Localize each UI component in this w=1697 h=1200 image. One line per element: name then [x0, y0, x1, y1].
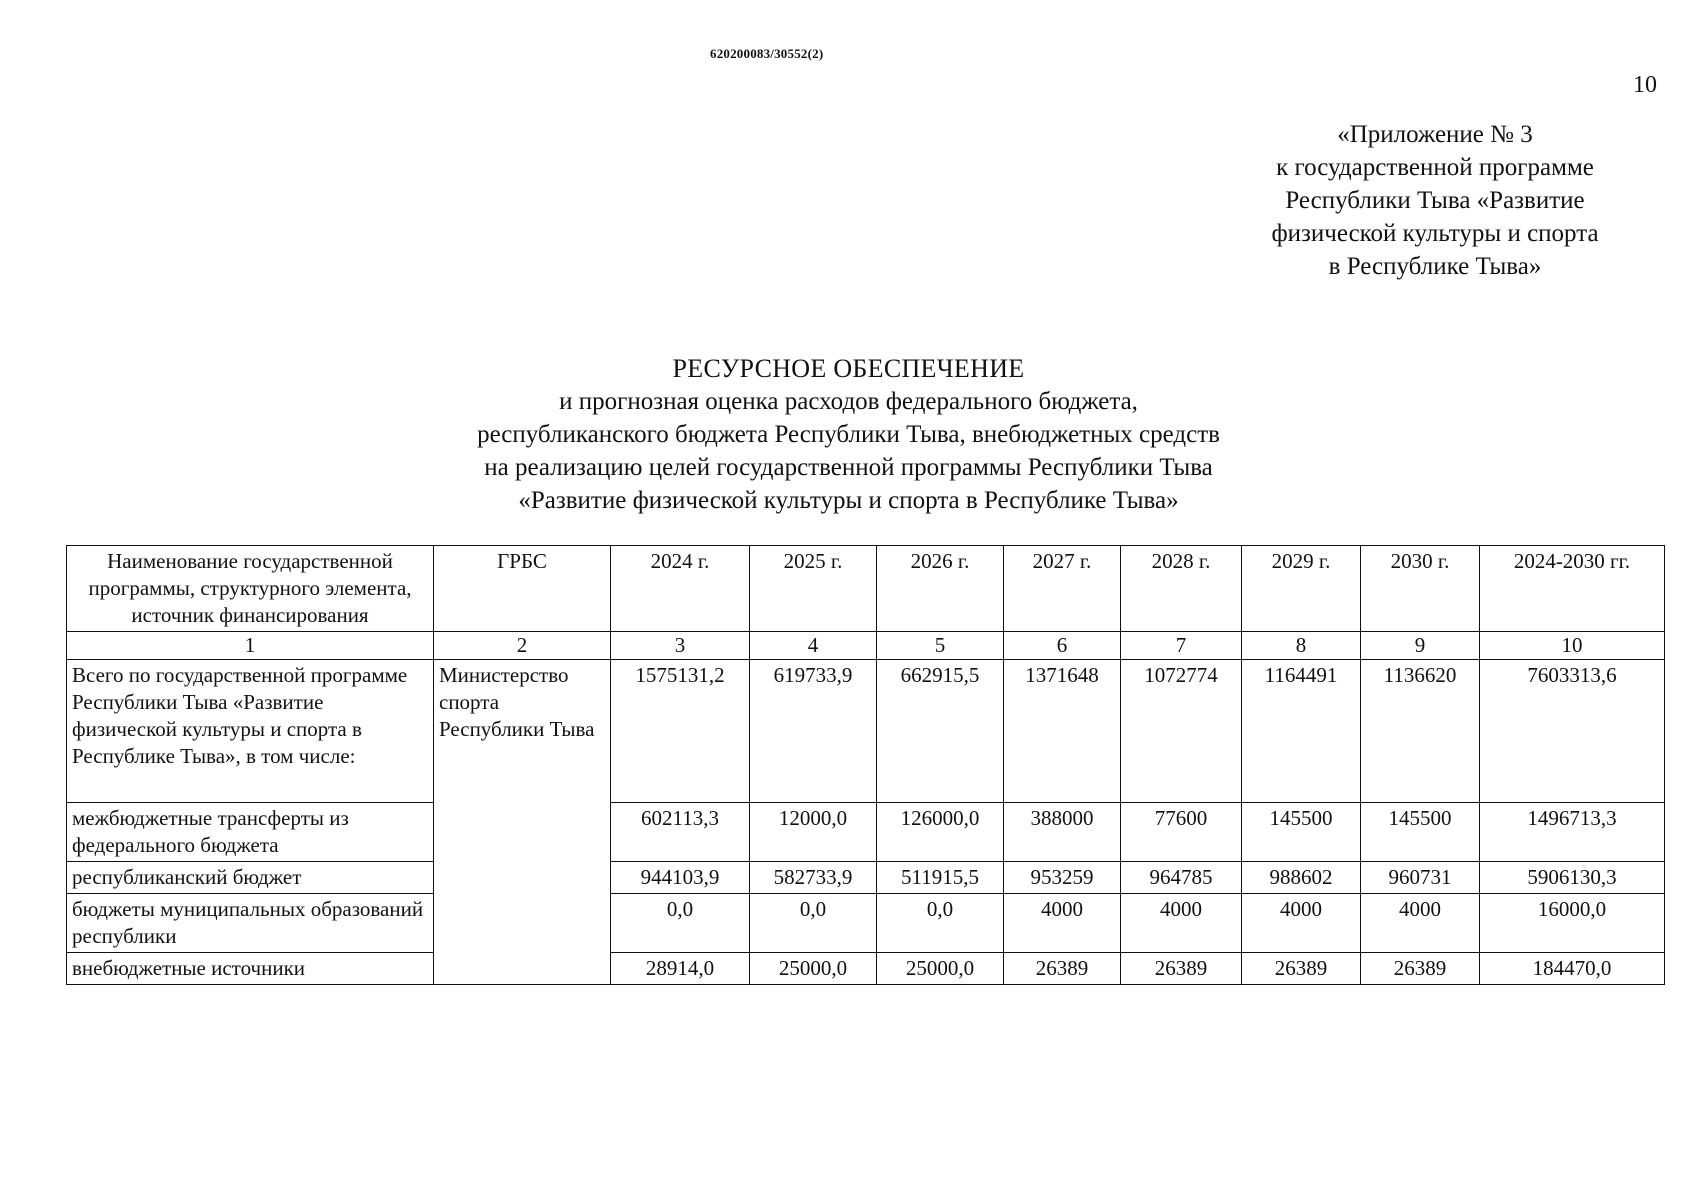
value-cell: 0,0 [611, 894, 750, 953]
value-cell: 602113,3 [611, 803, 750, 862]
appendix-heading [1230, 118, 1640, 283]
appendix-line: физической культуры и спорта [1271, 220, 1599, 247]
table-row-total [67, 660, 1665, 803]
value-cell: 26389 [1121, 953, 1242, 985]
document-code: 620200083/30552(2) [710, 46, 824, 61]
value-cell: 1072774 [1121, 660, 1242, 803]
column-number: 1 [67, 632, 434, 660]
value-cell: 184470,0 [1480, 953, 1665, 985]
header-cell-total: 2024-2030 гг. [1480, 546, 1665, 632]
value-cell: 4000 [1361, 894, 1480, 953]
value-cell: 7603313,6 [1480, 660, 1665, 803]
value-cell: 953259 [1004, 862, 1121, 894]
title-line: республиканского бюджета Республики Тыва, внебюджетных средств [477, 421, 1220, 448]
value-cell: 25000,0 [877, 953, 1004, 985]
header-cell-name: Наименование государственной программы, структурного элемента, источник финансирования [67, 546, 434, 632]
header-cell-grbs: ГРБС [434, 546, 611, 632]
value-cell: 77600 [1121, 803, 1242, 862]
value-cell: 0,0 [877, 894, 1004, 953]
table-row-republican [67, 862, 1665, 894]
header-cell-2024: 2024 г. [611, 546, 750, 632]
value-cell: 1496713,3 [1480, 803, 1665, 862]
value-cell: 944103,9 [611, 862, 750, 894]
title-line: «Развитие физической культуры и спорта в Республике Тыва» [518, 487, 1179, 514]
column-number: 9 [1361, 632, 1480, 660]
value-cell: 16000,0 [1480, 894, 1665, 953]
appendix-line: в Республике Тыва» [1328, 253, 1542, 280]
column-number: 7 [1121, 632, 1242, 660]
value-cell: 26389 [1361, 953, 1480, 985]
appendix-line: Республики Тыва «Развитие [1285, 187, 1585, 214]
value-cell: 26389 [1004, 953, 1121, 985]
table-row-extrabudgetary [67, 953, 1665, 985]
value-cell: 582733,9 [750, 862, 877, 894]
value-cell: 964785 [1121, 862, 1242, 894]
value-cell: 960731 [1361, 862, 1480, 894]
column-number: 3 [611, 632, 750, 660]
column-number: 8 [1242, 632, 1361, 660]
value-cell: 145500 [1361, 803, 1480, 862]
table-row-federal [67, 803, 1665, 862]
value-cell: 988602 [1242, 862, 1361, 894]
value-cell: 12000,0 [750, 803, 877, 862]
page-number: 10 [1633, 72, 1657, 98]
header-cell-2027: 2027 г. [1004, 546, 1121, 632]
value-cell: 0,0 [750, 894, 877, 953]
value-cell: 25000,0 [750, 953, 877, 985]
appendix-line: «Приложение № 3 [1337, 121, 1533, 148]
value-cell: 388000 [1004, 803, 1121, 862]
value-cell: 145500 [1242, 803, 1361, 862]
value-cell: 1164491 [1242, 660, 1361, 803]
value-cell: 26389 [1242, 953, 1361, 985]
document-title [0, 352, 1697, 517]
header-cell-2028: 2028 г. [1121, 546, 1242, 632]
header-cell-2029: 2029 г. [1242, 546, 1361, 632]
header-cell-2030: 2030 г. [1361, 546, 1480, 632]
row-name: внебюджетные источники [67, 953, 434, 985]
table-row-municipal [67, 894, 1665, 953]
row-name: бюджеты муниципальных образований республики [67, 894, 434, 953]
value-cell: 5906130,3 [1480, 862, 1665, 894]
value-cell: 4000 [1004, 894, 1121, 953]
value-cell: 1136620 [1361, 660, 1480, 803]
title-main: РЕСУРСНОЕ ОБЕСПЕЧЕНИЕ [672, 354, 1025, 383]
value-cell: 1371648 [1004, 660, 1121, 803]
column-number: 10 [1480, 632, 1665, 660]
grbs-cell: Министерство спорта Республики Тыва [434, 660, 611, 985]
row-name: Всего по государственной программе Республики Тыва «Развитие физической культуры и спорта в Республике Тыва», в том числе: [67, 660, 434, 803]
column-number: 5 [877, 632, 1004, 660]
column-number: 4 [750, 632, 877, 660]
header-cell-2025: 2025 г. [750, 546, 877, 632]
resource-table [66, 545, 1665, 985]
title-line: на реализацию целей государственной программы Республики Тыва [484, 454, 1213, 481]
value-cell: 511915,5 [877, 862, 1004, 894]
header-cell-2026: 2026 г. [877, 546, 1004, 632]
value-cell: 4000 [1121, 894, 1242, 953]
row-name: республиканский бюджет [67, 862, 434, 894]
value-cell: 4000 [1242, 894, 1361, 953]
column-number: 2 [434, 632, 611, 660]
value-cell: 28914,0 [611, 953, 750, 985]
value-cell: 126000,0 [877, 803, 1004, 862]
appendix-line: к государственной программе [1276, 154, 1594, 181]
value-cell: 662915,5 [877, 660, 1004, 803]
value-cell: 1575131,2 [611, 660, 750, 803]
table-header-row [67, 546, 1665, 632]
column-number: 6 [1004, 632, 1121, 660]
title-line: и прогнозная оценка расходов федерального бюджета, [559, 388, 1138, 415]
value-cell: 619733,9 [750, 660, 877, 803]
row-name: межбюджетные трансферты из федерального бюджета [67, 803, 434, 862]
column-number-row [67, 632, 1665, 660]
